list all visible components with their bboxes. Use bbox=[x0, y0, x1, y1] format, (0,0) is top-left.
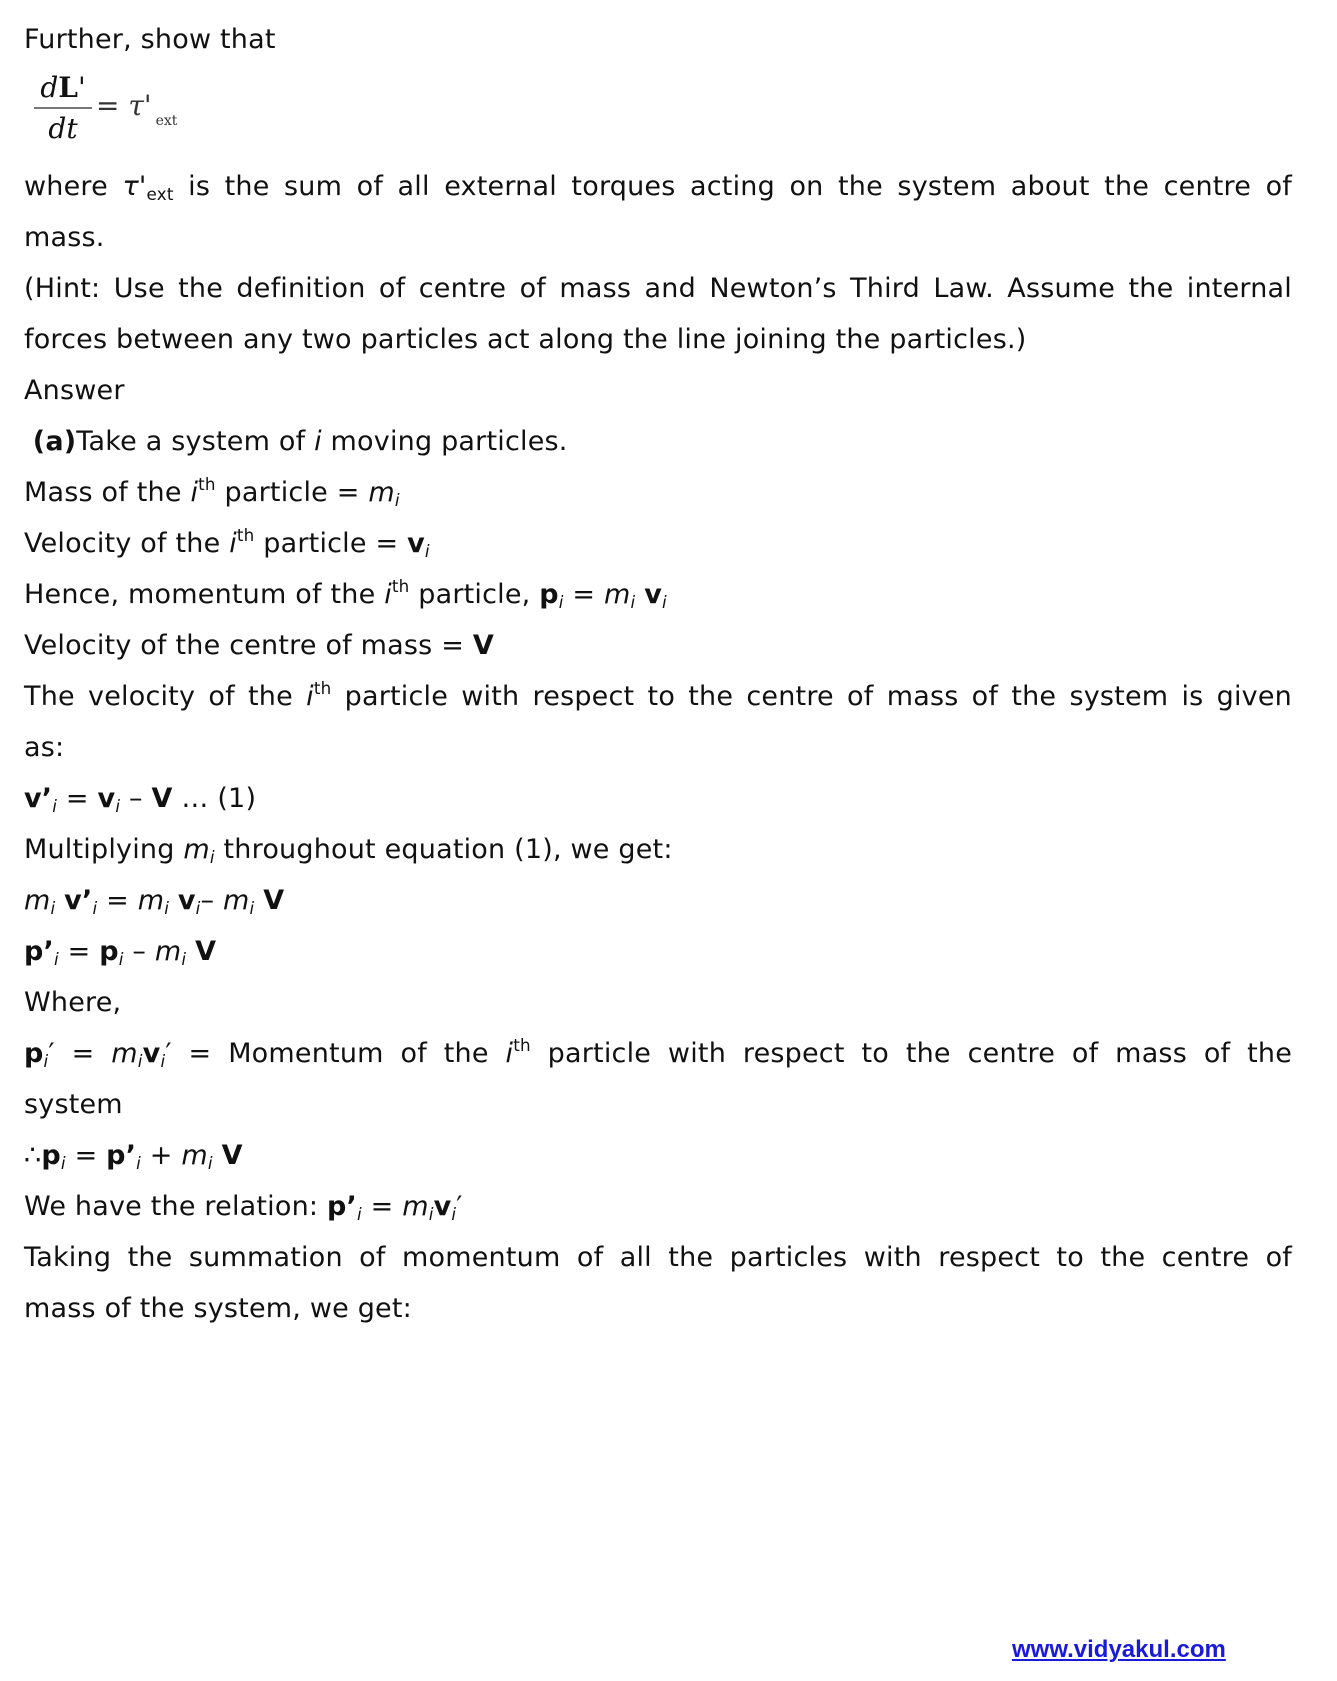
equation-3: $p’_i = p_i - m_i$ V bbox=[24, 936, 217, 970]
equation-2: $m_i$ $v’_i = m_i$ $v_i-$ $m_i$ V bbox=[24, 885, 285, 919]
equals-sign: = bbox=[96, 89, 120, 122]
formula-fraction bbox=[34, 71, 92, 147]
tau-symbol: τ' bbox=[128, 89, 152, 122]
formula-rhs bbox=[96, 89, 177, 129]
therefore-line: $\therefore p_i$ = $p’_i + m_i$ V bbox=[24, 1140, 243, 1174]
where-line: where $\tau'_{ext}$ is the sum of all external torques acting on the system about the centre of bbox=[24, 171, 1293, 205]
momentum-line: Hence, momentum of the $i^{th}$ particle, $p_i = m_i$ $v_i$ bbox=[24, 576, 667, 613]
ext-subscript: ext bbox=[155, 113, 178, 129]
part-a-line: (a)Take a system of i moving particles. bbox=[32, 426, 568, 457]
summation-line: Taking the summation of momentum of all the particles with respect to the centre of bbox=[24, 1242, 1292, 1273]
torque-formula bbox=[24, 65, 1292, 161]
multiply-line: Multiplying $m_i$ throughout equation (1), we get: bbox=[24, 834, 673, 868]
summation-line-continued: mass of the system, we get: bbox=[24, 1293, 412, 1324]
velocity-line: Velocity of the $i^{th}$ particle = $v_i$ bbox=[24, 525, 430, 562]
where-line-continued: mass. bbox=[24, 222, 105, 253]
definition-line-continued: system bbox=[24, 1089, 123, 1120]
hint-line-1: (Hint: Use the definition of centre of mass and Newton’s Third Law. Assume the internal bbox=[24, 273, 1292, 304]
document-page bbox=[24, 14, 1292, 1334]
formula-numerator: dL' bbox=[40, 71, 86, 104]
fraction-bar bbox=[34, 107, 92, 109]
part-label: (a) bbox=[32, 426, 77, 457]
mass-line: Mass of the $i^{th}$ particle = $m_i$ bbox=[24, 474, 400, 511]
question-intro: Further, show that bbox=[24, 24, 276, 55]
relative-velocity-line-continued: as: bbox=[24, 732, 65, 763]
answer-heading: Answer bbox=[24, 375, 125, 406]
where-label: Where, bbox=[24, 987, 122, 1018]
relation-line: We have the relation: $p’_i = m_iv_i'$ bbox=[24, 1191, 463, 1225]
formula-denominator: dt bbox=[48, 112, 78, 145]
com-velocity-line: Velocity of the centre of mass = V bbox=[24, 630, 494, 661]
hint-line-2: forces between any two particles act along the line joining the particles.) bbox=[24, 324, 1027, 355]
vidyakul-website-link[interactable]: www.vidyakul.com bbox=[1012, 1636, 1226, 1663]
relative-velocity-line: The velocity of the $i^{th}$ particle with respect to the centre of mass of the system is given bbox=[24, 678, 1292, 712]
definition-line: $p_i' = m_iv_i'$ = Momentum of the $i^{th}$ particle with respect to the centre of mass of the bbox=[24, 1035, 1293, 1072]
equation-1: $v’_i = v_i - V$ … (1) bbox=[24, 783, 257, 817]
